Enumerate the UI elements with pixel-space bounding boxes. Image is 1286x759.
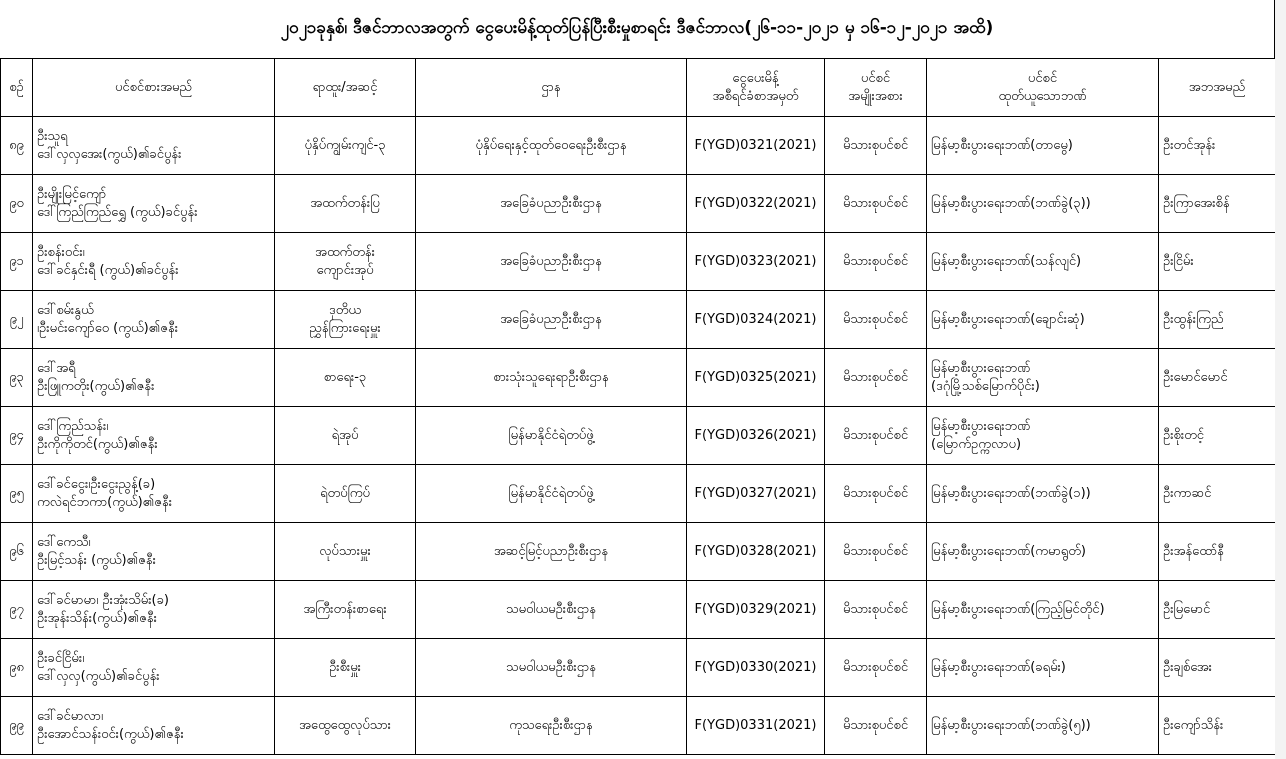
cell-no[interactable]: ၉၈ <box>1 639 33 697</box>
cell-name[interactable]: ဒေါ်ခင်ငွေး၊ဦးငွေးညွန့်(ခ) ကလဲရင်ဘကာ(ကွယ်)၏ဇနီး <box>33 465 275 523</box>
cell-heir[interactable]: ဦးကြာအေးစိန် <box>1159 175 1276 233</box>
scroll-gutter <box>1275 0 1286 759</box>
cell-name[interactable]: ဒေါ်အရီ ဦးဖြူကတိုး(ကွယ်)၏ဇနီး <box>33 349 275 407</box>
cell-heir[interactable]: ဦးထွန်းကြည် <box>1159 291 1276 349</box>
cell-pension-type[interactable]: မိသားစုပင်စင် <box>825 407 927 465</box>
pension-table <box>0 58 1276 755</box>
cell-bank[interactable]: မြန်မာ့စီးပွားရေးဘဏ်(ဘဏ်ခွဲ(၃)) <box>927 175 1159 233</box>
cell-rank[interactable]: ရဲအုပ် <box>275 407 416 465</box>
cell-dept[interactable]: ကုသရေးဦးစီးဌာန <box>416 697 687 755</box>
cell-no[interactable]: ၉၄ <box>1 407 33 465</box>
cell-order-no[interactable]: F(YGD)0325(2021) <box>687 349 825 407</box>
cell-no[interactable]: ၉၀ <box>1 175 33 233</box>
cell-heir[interactable]: ဦးတင်အုန်း <box>1159 117 1276 175</box>
cell-pension-type[interactable]: မိသားစုပင်စင် <box>825 581 927 639</box>
cell-bank[interactable]: မြန်မာ့စီးပွားရေးဘဏ်(ဘဏ်ခွဲ(၅)) <box>927 697 1159 755</box>
cell-pension-type[interactable]: မိသားစုပင်စင် <box>825 465 927 523</box>
page-title: ၂၀၂၁ခုနှစ်၊ ဒီဇင်ဘာလအတွက် ငွေပေးမိန့်ထုတ်ပြန်ပြီးစီးမှုစာရင်း ဒီဇင်ဘာလ(၂၆-၁၁-၂၀၂၁ မှ ၁၆-၁၂-၂၀၂၁ အထိ) <box>0 0 1275 58</box>
cell-order-no[interactable]: F(YGD)0321(2021) <box>687 117 825 175</box>
table-row <box>1 581 1276 639</box>
header-row <box>1 59 1276 117</box>
cell-bank[interactable]: မြန်မာ့စီးပွားရေးဘဏ်(တာမွေ) <box>927 117 1159 175</box>
cell-rank[interactable]: စာရေး-၃ <box>275 349 416 407</box>
cell-name[interactable]: ဒေါ်ခင်မာမာ၊ ဦးအုံးသိမ်း(ခ) ဦးအုန်းသိန်း(ကွယ်)၏ဇနီး <box>33 581 275 639</box>
table-row <box>1 639 1276 697</box>
table-row <box>1 349 1276 407</box>
cell-rank[interactable]: ဒုတိယ ညွှန်ကြားရေးမှူး <box>275 291 416 349</box>
cell-dept[interactable]: အခြေခံပညာဦးစီးဌာန <box>416 233 687 291</box>
cell-dept[interactable]: စားသုံးသူရေးရာဦးစီးဌာန <box>416 349 687 407</box>
cell-no[interactable]: ၉၅ <box>1 465 33 523</box>
table-body <box>1 117 1276 755</box>
table-row <box>1 465 1276 523</box>
header-name: ပင်စင်စားအမည် <box>33 59 275 117</box>
cell-bank[interactable]: မြန်မာ့စီးပွားရေးဘဏ်(ခရမ်း) <box>927 639 1159 697</box>
cell-bank[interactable]: မြန်မာ့စီးပွားရေးဘဏ်(ဘဏ်ခွဲ(၁)) <box>927 465 1159 523</box>
cell-rank[interactable]: အကြီးတန်းစာရေး <box>275 581 416 639</box>
cell-dept[interactable]: မြန်မာနိုင်ငံရဲတပ်ဖွဲ့ <box>416 407 687 465</box>
cell-bank[interactable]: မြန်မာ့စီးပွားရေးဘဏ် (ဒဂုံမြို့သစ်မြောက်ပိုင်း) <box>927 349 1159 407</box>
cell-order-no[interactable]: F(YGD)0331(2021) <box>687 697 825 755</box>
cell-bank[interactable]: မြန်မာ့စီးပွားရေးဘဏ်(ကြည့်မြင်တိုင်) <box>927 581 1159 639</box>
table-row <box>1 697 1276 755</box>
cell-rank[interactable]: အထက်တန်းပြ <box>275 175 416 233</box>
cell-order-no[interactable]: F(YGD)0322(2021) <box>687 175 825 233</box>
cell-pension-type[interactable]: မိသားစုပင်စင် <box>825 349 927 407</box>
cell-rank[interactable]: လုပ်သားမှူး <box>275 523 416 581</box>
cell-no[interactable]: ၉၇ <box>1 581 33 639</box>
header-order-no: ငွေပေးမိန့် အစီရင်ခံစာအမှတ် <box>687 59 825 117</box>
cell-no[interactable]: ၉၆ <box>1 523 33 581</box>
cell-name[interactable]: ဒေါ်ကေသီ၊ ဦးမြင့်သန်း (ကွယ်)၏ဇနီး <box>33 523 275 581</box>
table-row <box>1 523 1276 581</box>
cell-heir[interactable]: ဦးကာဆင် <box>1159 465 1276 523</box>
cell-pension-type[interactable]: မိသားစုပင်စင် <box>825 175 927 233</box>
cell-heir[interactable]: ဦးအန်ထော်နီ <box>1159 523 1276 581</box>
cell-heir[interactable]: ဦးငြိမ်း <box>1159 233 1276 291</box>
cell-order-no[interactable]: F(YGD)0330(2021) <box>687 639 825 697</box>
cell-order-no[interactable]: F(YGD)0327(2021) <box>687 465 825 523</box>
cell-bank[interactable]: မြန်မာ့စီးပွားရေးဘဏ်(ချောင်းဆုံ) <box>927 291 1159 349</box>
cell-dept[interactable]: အဆင့်မြင့်ပညာဦးစီးဌာန <box>416 523 687 581</box>
table-row <box>1 117 1276 175</box>
cell-pension-type[interactable]: မိသားစုပင်စင် <box>825 233 927 291</box>
cell-pension-type[interactable]: မိသားစုပင်စင် <box>825 523 927 581</box>
cell-rank[interactable]: အထက်တန်း ကျောင်းအုပ် <box>275 233 416 291</box>
cell-name[interactable]: ဒေါ်စမ်းနွယ် ၊ဦးမင်းကျော်ဝေ (ကွယ်)၏ဇနီး <box>33 291 275 349</box>
cell-dept[interactable]: အခြေခံပညာဦးစီးဌာန <box>416 175 687 233</box>
cell-name[interactable]: ဒေါ်ခင်မာလာ၊ ဦးအောင်သန်းဝင်း(ကွယ်)၏ဇနီး <box>33 697 275 755</box>
cell-dept[interactable]: ပုံနှိပ်ရေးနှင့်ထုတ်ဝေရေးဦးစီးဌာန <box>416 117 687 175</box>
cell-rank[interactable]: ဦးစီးမှူး <box>275 639 416 697</box>
cell-bank[interactable]: မြန်မာ့စီးပွားရေးဘဏ် (မြောက်ဥက္ကလာပ) <box>927 407 1159 465</box>
cell-order-no[interactable]: F(YGD)0328(2021) <box>687 523 825 581</box>
header-bank: ပင်စင် ထုတ်ယူသောဘဏ် <box>927 59 1159 117</box>
cell-order-no[interactable]: F(YGD)0323(2021) <box>687 233 825 291</box>
cell-pension-type[interactable]: မိသားစုပင်စင် <box>825 291 927 349</box>
cell-no[interactable]: ၈၉ <box>1 117 33 175</box>
cell-name[interactable]: ဦးမျိုးမြင့်ကျော် ဒေါ်ကြည်ကြည်ရွှေ (ကွယ်)ခင်ပွန်း <box>33 175 275 233</box>
header-rank: ရာထူး/အဆင့် <box>275 59 416 117</box>
cell-heir[interactable]: ဦးကျော်သိန်း <box>1159 697 1276 755</box>
cell-heir[interactable]: ဦးမောင်မောင် <box>1159 349 1276 407</box>
cell-no[interactable]: ၉၉ <box>1 697 33 755</box>
cell-heir[interactable]: ဦးမြမောင် <box>1159 581 1276 639</box>
cell-name[interactable]: ဦးစန်းဝင်း၊ ဒေါ်ခင်နှင်းရီ (ကွယ်)၏ခင်ပွန်း <box>33 233 275 291</box>
table-row <box>1 175 1276 233</box>
cell-no[interactable]: ၉၂ <box>1 291 33 349</box>
cell-bank[interactable]: မြန်မာ့စီးပွားရေးဘဏ်(ကမာရွတ်) <box>927 523 1159 581</box>
cell-pension-type[interactable]: မိသားစုပင်စင် <box>825 639 927 697</box>
cell-pension-type[interactable]: မိသားစုပင်စင် <box>825 697 927 755</box>
cell-dept[interactable]: အခြေခံပညာဦးစီးဌာန <box>416 291 687 349</box>
cell-heir[interactable]: ဦးချစ်အေး <box>1159 639 1276 697</box>
cell-dept[interactable]: သမဝါယမဦးစီးဌာန <box>416 581 687 639</box>
cell-no[interactable]: ၉၁ <box>1 233 33 291</box>
cell-order-no[interactable]: F(YGD)0329(2021) <box>687 581 825 639</box>
cell-heir[interactable]: ဦးစိုးတင့် <box>1159 407 1276 465</box>
header-pension-type: ပင်စင် အမျိုးအစား <box>825 59 927 117</box>
cell-dept[interactable]: သမဝါယမဦးစီးဌာန <box>416 639 687 697</box>
table-row <box>1 291 1276 349</box>
cell-no[interactable]: ၉၃ <box>1 349 33 407</box>
cell-order-no[interactable]: F(YGD)0326(2021) <box>687 407 825 465</box>
cell-bank[interactable]: မြန်မာ့စီးပွားရေးဘဏ်(သန်လျင်) <box>927 233 1159 291</box>
cell-rank[interactable]: ရဲတပ်ကြပ် <box>275 465 416 523</box>
table-row <box>1 407 1276 465</box>
cell-dept[interactable]: မြန်မာနိုင်ငံရဲတပ်ဖွဲ့ <box>416 465 687 523</box>
cell-name[interactable]: ဦးသူရ ဒေါ်လှလှအေး(ကွယ်)၏ခင်ပွန်း <box>33 117 275 175</box>
cell-order-no[interactable]: F(YGD)0324(2021) <box>687 291 825 349</box>
cell-rank[interactable]: ပုံနှိပ်ကျွမ်းကျင်-၃ <box>275 117 416 175</box>
header-dept: ဌာန <box>416 59 687 117</box>
cell-pension-type[interactable]: မိသားစုပင်စင် <box>825 117 927 175</box>
table-row <box>1 233 1276 291</box>
cell-rank[interactable]: အထွေထွေလုပ်သား <box>275 697 416 755</box>
cell-name[interactable]: ဒေါ်ကြည်သန်း၊ ဦးကိုကိုတင်(ကွယ်)၏ဇနီး <box>33 407 275 465</box>
header-heir: အဘအမည် <box>1159 59 1276 117</box>
header-no: စဉ် <box>1 59 33 117</box>
cell-name[interactable]: ဦးခင်ငြိမ်း၊ ဒေါ်လှလှ(ကွယ်)၏ခင်ပွန်း <box>33 639 275 697</box>
